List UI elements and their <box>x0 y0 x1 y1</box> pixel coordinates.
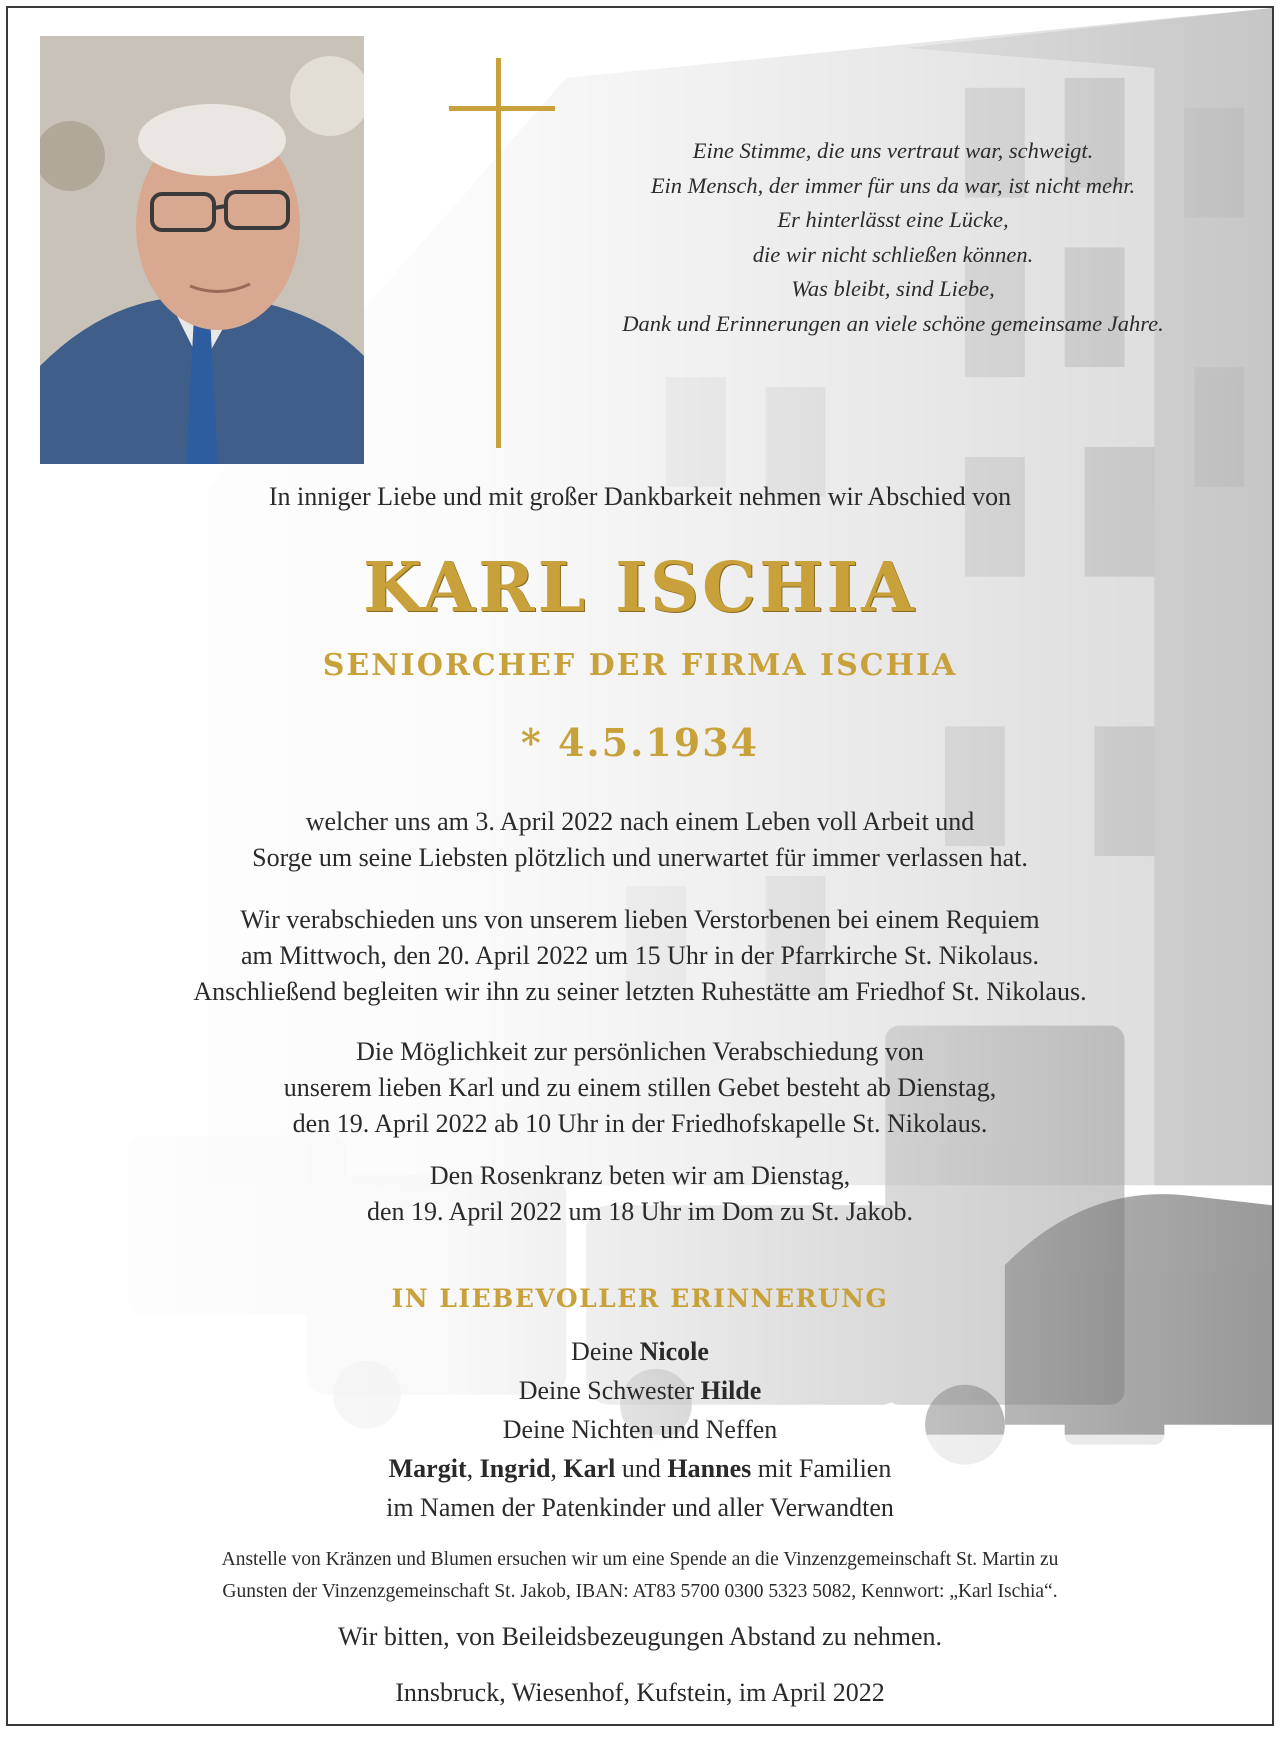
poem-line: Was bleibt, sind Liebe, <box>791 276 995 301</box>
paragraph-line: Wir verabschieden uns von unserem lieben Verstorbenen bei einem Requiem <box>240 905 1040 934</box>
condolence-request: Wir bitten, von Beileidsbezeugungen Abstand zu nehmen. <box>337 1622 943 1651</box>
paragraph-line: welcher uns am 3. April 2022 nach einem Leben voll Arbeit und <box>305 807 975 836</box>
memory-heading: IN LIEBEVOLLER ERINNERUNG <box>391 1284 889 1313</box>
obituary-page <box>6 6 1274 1726</box>
donation-notice <box>8 1544 1272 1608</box>
deceased-name: KARL ISCHIA <box>363 548 917 628</box>
paragraph-line: Anschließend begleiten wir ihn zu seiner letzten Ruhestätte am Friedhof St. Nikolaus. <box>193 977 1087 1006</box>
death-notice-paragraph <box>8 804 1272 876</box>
family-prefix: Deine <box>571 1337 640 1366</box>
poem-line: Ein Mensch, der immer für uns da war, ist nicht mehr. <box>650 172 1136 198</box>
paragraph-line: am Mittwoch, den 20. April 2022 um 15 Uhr in der Pfarrkirche St. Nikolaus. <box>241 941 1039 970</box>
family-name: Hannes <box>667 1454 752 1483</box>
family-name: Ingrid <box>479 1454 551 1483</box>
cross-icon <box>449 58 555 448</box>
family-suffix: mit Familien <box>751 1454 892 1483</box>
paragraph-line: Sorge um seine Liebsten plötzlich und unerwartet für immer verlassen hat. <box>252 843 1028 872</box>
family-line: im Namen der Patenkinder und aller Verwandten <box>386 1493 894 1522</box>
paragraph-line: den 19. April 2022 ab 10 Uhr in der Friedhofskapelle St. Nikolaus. <box>292 1109 988 1138</box>
farewell-paragraph <box>8 1034 1272 1142</box>
poem-line: die wir nicht schließen können. <box>752 241 1034 267</box>
birth-date: * 4.5.1934 <box>520 720 760 765</box>
family-prefix: Deine Schwester <box>518 1376 701 1405</box>
place-date: Innsbruck, Wiesenhof, Kufstein, im April 2022 <box>395 1678 885 1707</box>
family-sep: , <box>466 1454 480 1483</box>
family-line <box>8 1449 1272 1488</box>
family-sep: , <box>550 1454 564 1483</box>
poem-line: Dank und Erinnerungen an viele schöne gemeinsame Jahre. <box>622 310 1164 336</box>
portrait-illustration <box>40 36 364 464</box>
donation-line: Gunsten der Vinzenzgemeinschaft St. Jakob, IBAN: AT83 5700 0300 5323 5082, Kennwort: „Karl Ischia“. <box>222 1581 1058 1602</box>
family-name: Margit <box>388 1454 467 1483</box>
poem <box>568 134 1218 341</box>
family-name: Nicole <box>639 1337 709 1366</box>
poem-line: Eine Stimme, die uns vertraut war, schweigt. <box>692 138 1094 163</box>
poem-line: Er hinterlässt eine Lücke, <box>777 207 1009 232</box>
portrait-photo <box>40 36 364 464</box>
family-line: Deine Nichten und Neffen <box>502 1415 778 1444</box>
donation-line: Anstelle von Kränzen und Blumen ersuchen wir um eine Spende an die Vinzenzgemeinschaft St. Martin zu <box>221 1549 1059 1570</box>
intro-text: In inniger Liebe und mit großer Dankbarkeit nehmen wir Abschied von <box>268 482 1012 511</box>
paragraph-line: Die Möglichkeit zur persönlichen Verabschiedung von <box>356 1037 924 1066</box>
paragraph-line: Den Rosenkranz beten wir am Dienstag, <box>429 1161 851 1190</box>
family-line <box>8 1332 1272 1371</box>
requiem-paragraph <box>8 902 1272 1010</box>
family-sep: und <box>615 1454 668 1483</box>
family-line <box>8 1371 1272 1410</box>
family-list <box>8 1332 1272 1527</box>
paragraph-line: den 19. April 2022 um 18 Uhr im Dom zu St. Jakob. <box>367 1197 913 1226</box>
rosary-paragraph <box>8 1158 1272 1230</box>
deceased-title: SENIORCHEF DER FIRMA ISCHIA <box>322 648 958 683</box>
paragraph-line: unserem lieben Karl und zu einem stillen Gebet besteht ab Dienstag, <box>283 1073 997 1102</box>
family-name: Karl <box>563 1454 616 1483</box>
family-name: Hilde <box>700 1376 762 1405</box>
